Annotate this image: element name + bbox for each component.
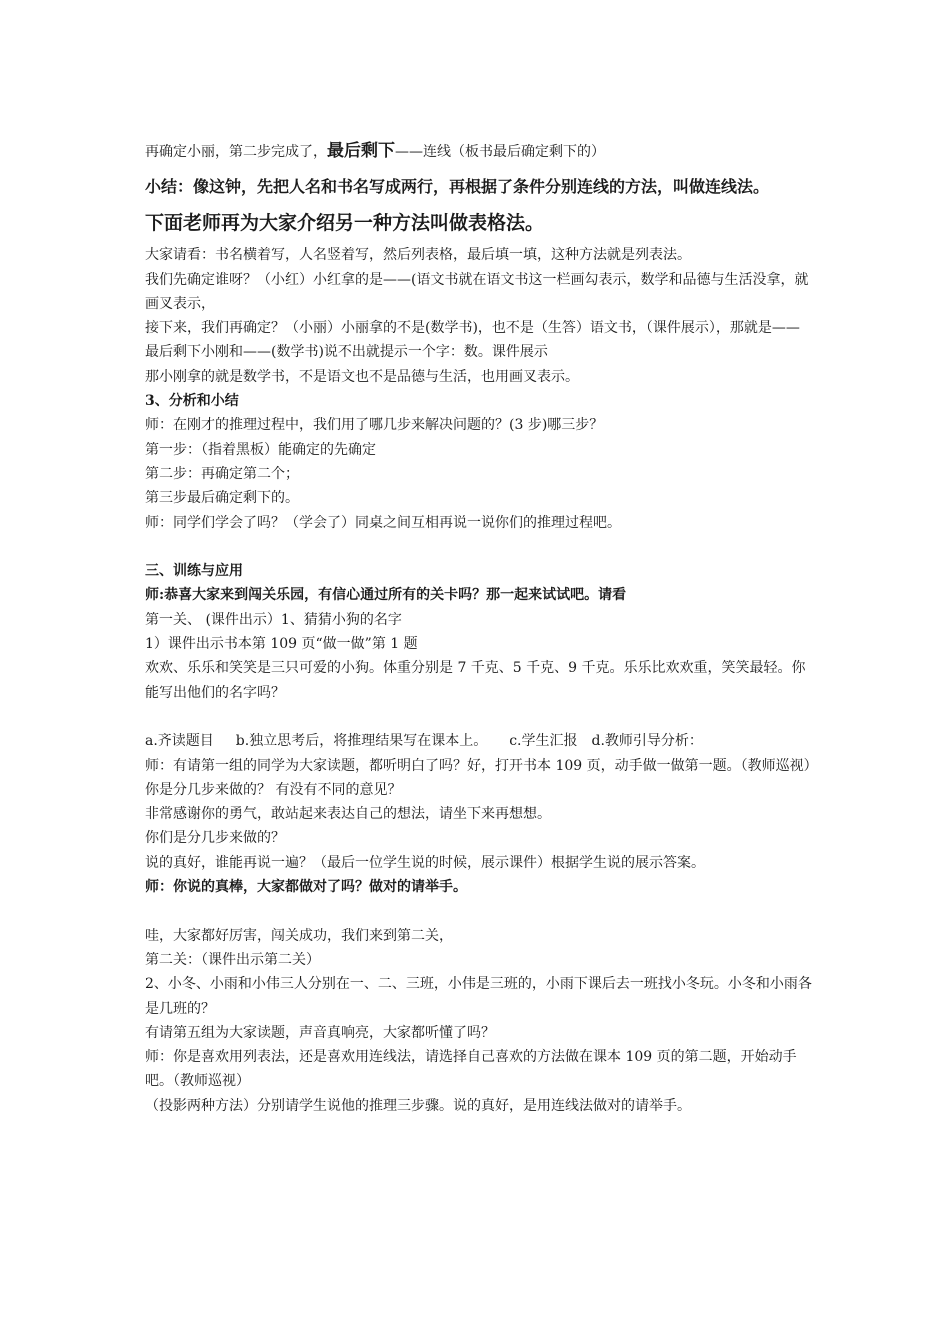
paragraph: 非常感谢你的勇气，敢站起来表达自己的想法，请坐下来再想想。	[145, 806, 551, 823]
paragraph-bold: 师：你说的真棒，大家都做对了吗？做对的请举手。	[145, 879, 467, 896]
paragraph-bold: 师:恭喜大家来到闯关乐园，有信心通过所有的关卡吗？那一起来试试吧。请看	[145, 587, 627, 604]
paragraph: 第一关、 (课件出示）1、猜猜小狗的名字	[145, 611, 402, 628]
steps-line	[145, 729, 815, 753]
section-heading: 下面老师再为大家介绍另一种方法叫做表格法。	[145, 212, 545, 235]
section-heading-three: 三、训练与应用	[145, 563, 243, 580]
spacer	[145, 705, 815, 729]
paragraph: 第二关：（课件出示第二关）	[145, 951, 320, 968]
paragraph: 第三步最后确定剩下的。	[145, 490, 299, 507]
text: 再确定小丽，第二步完成了，	[145, 144, 327, 160]
step-d: d.教师引导分析：	[591, 733, 703, 750]
paragraph: 我们先确定谁呀？（小红）小红拿的是——(语文书就在语文书这一栏画勾表示，数学和品德与生活没拿，就画叉表示，	[145, 271, 809, 312]
subsection-heading: 3、分析和小结	[145, 393, 239, 410]
paragraph: 师：同学们学会了吗？（学会了）同桌之间互相再说一说你们的推理过程吧。	[145, 514, 621, 531]
spacer	[145, 535, 815, 559]
step-a: a.齐读题目	[145, 733, 214, 750]
emphasis-text: 最后剩下	[327, 141, 395, 161]
summary-paragraph: 小结：像这钟，先把人名和书名写成两行，再根据了条件分别连线的方法，叫做连线法。	[145, 177, 770, 197]
paragraph: 师：你是喜欢用列表法，还是喜欢用连线法，请选择自己喜欢的方法做在课本 109 页的第二题，开始动手吧。（教师巡视）	[145, 1049, 797, 1090]
paragraph: 接下来，我们再确定？（小丽）小丽拿的不是(数学书)，也不是（生答）语文书，（课件展示），那就是——	[145, 320, 800, 337]
paragraph: 说的真好，谁能再说一遍？（最后一位学生说的时候，展示课件）根据学生说的展示答案。	[145, 854, 705, 871]
paragraph: 第二步：再确定第二个；	[145, 465, 299, 482]
spacer	[145, 899, 815, 923]
step-b: b.独立思考后，将推理结果写在课本上。	[235, 733, 488, 750]
paragraph: 你是分几步来做的？ 有没有不同的意见？	[145, 781, 402, 798]
paragraph: 哇，大家都好厉害，闯关成功，我们来到第二关，	[145, 927, 453, 944]
paragraph: 那小刚拿的就是数学书，不是语文也不是品德与生活，也用画叉表示。	[145, 368, 579, 385]
paragraph: 大家请看：书名横着写，人名竖着写，然后列表格，最后填一填，这种方法就是列表法。	[145, 247, 691, 264]
paragraph: 1）课件出示书本第 109 页“做一做”第 1 题	[145, 636, 418, 653]
paragraph: 师：在刚才的推理过程中，我们用了哪几步来解决问题的？(3 步)哪三步？	[145, 417, 604, 434]
document-body	[145, 138, 818, 1118]
paragraph: 2、小冬、小雨和小伟三人分别在一、二、三班，小伟是三班的，小雨下课后去一班找小冬玩。小冬和小雨各是几班的？	[145, 976, 812, 1017]
paragraph: 你们是分几步来做的？	[145, 830, 285, 847]
paragraph: （投影两种方法）分别请学生说他的推理三步骤。说的真好，是用连线法做对的请举手。	[145, 1097, 691, 1114]
paragraph: 第一步：（指着黑板）能确定的先确定	[145, 441, 376, 458]
step-c: c.学生汇报	[509, 733, 578, 750]
text: ——连线（板书最后确定剩下的）	[395, 144, 605, 160]
paragraph-line-connection	[145, 138, 815, 164]
paragraph: 有请第五组为大家读题，声音真响亮，大家都听懂了吗？	[145, 1024, 495, 1041]
paragraph: 欢欢、乐乐和笑笑是三只可爱的小狗。体重分别是 7 千克、5 千克、9 千克。乐乐比欢欢重，笑笑最轻。你能写出他们的名字吗？	[145, 660, 806, 701]
paragraph: 师：有请第一组的同学为大家读题，都听明白了吗？好，打开书本 109 页，动手做一做第一题。（教师巡视）	[145, 757, 818, 774]
paragraph: 最后剩下小刚和——(数学书)说不出就提示一个字：数。课件展示	[145, 344, 548, 361]
